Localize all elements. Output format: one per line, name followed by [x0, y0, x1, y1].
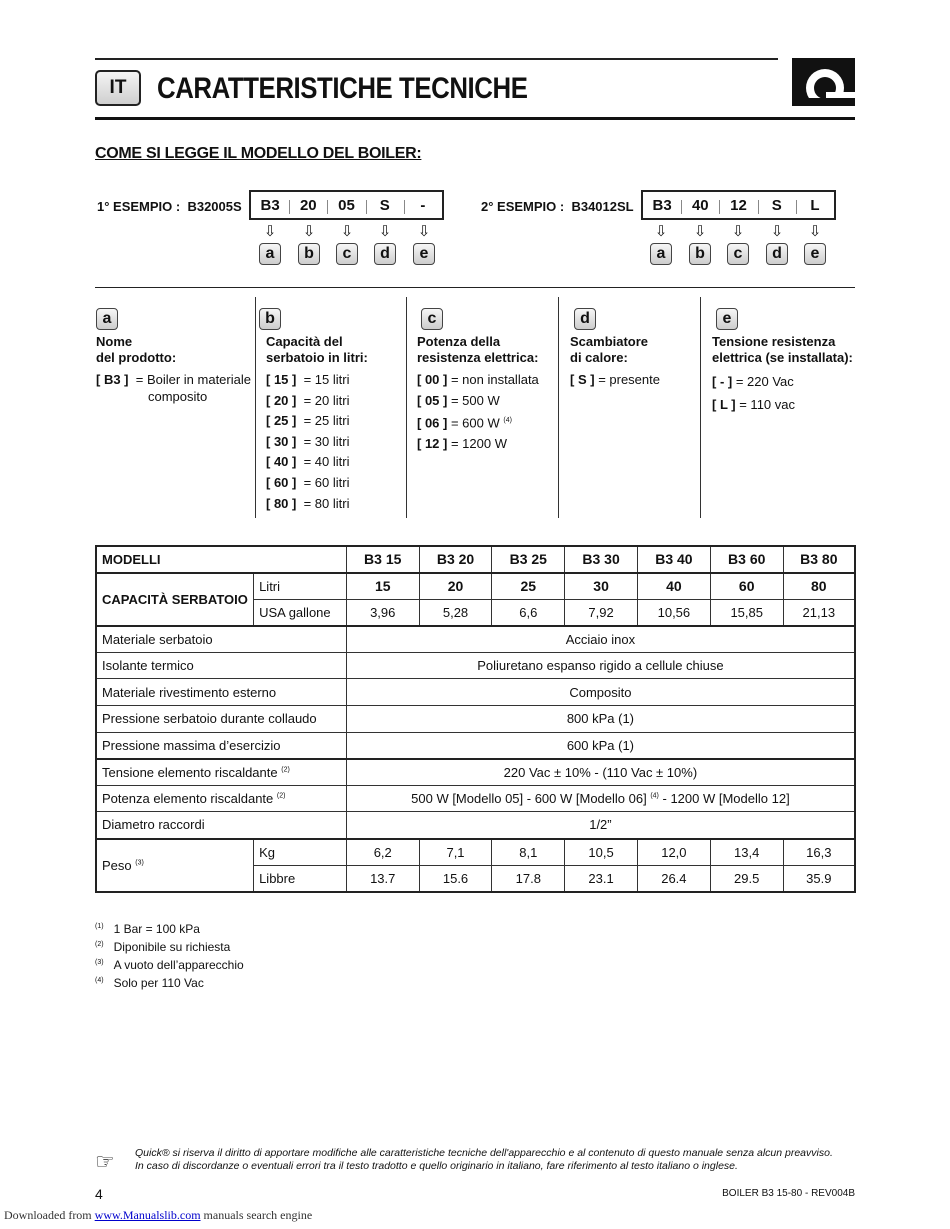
- language-badge: IT: [95, 70, 141, 106]
- kg-label: Kg: [254, 839, 347, 866]
- code-letter-badge: b: [298, 243, 320, 265]
- example-1-code-box: [249, 190, 444, 220]
- section-divider: [95, 287, 855, 288]
- legend-heading: Tensione resistenza elettrica (se installata):: [712, 334, 853, 365]
- down-arrow-icon: ⇩: [808, 223, 822, 240]
- table-row: [96, 573, 855, 600]
- code-letter-badge: d: [766, 243, 788, 265]
- table-cell: 35.9: [783, 865, 855, 892]
- disclaimer-note: Quick® si riserva il diritto di apportare modifiche alle caratteristiche tecniche dell'apparecchio e al contenuto di questo manuale senza alcun preavviso. In caso di discordanze o eventuali errori tra il testo tradotto e quello originario in italiano, fare riferimento al testo italiano o inglese.: [135, 1147, 833, 1172]
- row-value: 220 Vac ± 10% - (110 Vac ± 10%): [346, 759, 855, 786]
- column-divider: [700, 297, 701, 518]
- table-cell: 15.6: [419, 865, 492, 892]
- code-segment: 20: [289, 197, 327, 214]
- table-row: [96, 652, 855, 679]
- table-cell: 7,92: [565, 599, 638, 626]
- example-2-label: 2° ESEMPIO : B34012SL: [481, 199, 634, 214]
- table-row: [96, 839, 855, 866]
- code-letter-badge: e: [413, 243, 435, 265]
- pointing-hand-icon: ☞: [95, 1149, 115, 1174]
- table-cell: 10,5: [565, 839, 638, 866]
- model-header: B3 30: [565, 546, 638, 573]
- model-header: B3 15: [346, 546, 419, 573]
- weight-label: Peso $^{(3)}$: [96, 839, 254, 892]
- column-divider: [558, 297, 559, 518]
- table-cell: 60: [710, 573, 783, 600]
- specifications-table: [95, 545, 856, 893]
- row-value: 1/2”: [346, 812, 855, 839]
- row-value: 800 kPa (1): [346, 706, 855, 733]
- legend-heading: Potenza della resistenza elettrica:: [417, 334, 539, 365]
- header-top-rule: [95, 58, 778, 60]
- code-segment: B3: [652, 196, 672, 214]
- table-row: [96, 759, 855, 786]
- table-cell: 13,4: [710, 839, 783, 866]
- table-cell: 16,3: [783, 839, 855, 866]
- code-letter-badge: c: [336, 243, 358, 265]
- model-header: B3 80: [783, 546, 855, 573]
- table-cell: 30: [565, 573, 638, 600]
- row-label: Tensione elemento riscaldante $^{(2)}$: [96, 759, 346, 786]
- code-segment: L: [796, 197, 834, 214]
- down-arrow-icon: ⇩: [340, 223, 354, 240]
- legend-heading: Capacità del serbatoio in litri:: [266, 334, 368, 365]
- legend-letter-badge: d: [574, 308, 596, 330]
- row-label: Isolante termico: [96, 652, 346, 679]
- table-cell: 12,0: [637, 839, 710, 866]
- code-segment: 12: [719, 197, 757, 214]
- table-cell: 10,56: [637, 599, 710, 626]
- table-cell: 25: [492, 573, 565, 600]
- example-2-code-box: [641, 190, 836, 220]
- footnote: $^{(2)}$ Diponibile su richiesta: [95, 940, 231, 954]
- code-segment: -: [404, 197, 442, 214]
- table-cell: 13.7: [346, 865, 419, 892]
- table-cell: 5,28: [419, 599, 492, 626]
- manualslib-link[interactable]: www.Manualslib.com: [94, 1208, 201, 1222]
- down-arrow-icon: ⇩: [693, 223, 707, 240]
- model-header: B3 40: [637, 546, 710, 573]
- footnote: $^{(4)}$ Solo per 110 Vac: [95, 976, 204, 990]
- code-letter-badge: e: [804, 243, 826, 265]
- example-1-label: 1° ESEMPIO : B32005S: [97, 199, 242, 214]
- row-value: Composito: [346, 679, 855, 706]
- legend-e-body: [ - ] = 220 Vac [ L ] = 110 vac: [712, 374, 795, 412]
- model-header: B3 25: [492, 546, 565, 573]
- down-arrow-icon: ⇩: [770, 223, 784, 240]
- code-segment: 40: [681, 197, 719, 214]
- legend-letter-badge: a: [96, 308, 118, 330]
- code-letter-badge: b: [689, 243, 711, 265]
- code-segment: S: [758, 197, 796, 214]
- footnote: $^{(1)}$ 1 Bar = 100 kPa: [95, 922, 200, 936]
- legend-heading: Scambiatore di calore:: [570, 334, 649, 365]
- model-header: B3 20: [419, 546, 492, 573]
- down-arrow-icon: ⇩: [417, 223, 431, 240]
- table-cell: 6,6: [492, 599, 565, 626]
- row-label: Pressione massima d’esercizio: [96, 732, 346, 759]
- row-value: 500 W [Modello 05] - 600 W [Modello 06] $^{(4)}$ - 1200 W [Modello 12]: [346, 785, 855, 812]
- legend-letter-badge: b: [259, 308, 281, 330]
- table-cell: 7,1: [419, 839, 492, 866]
- table-cell: 15: [346, 573, 419, 600]
- code-segment: 05: [327, 197, 365, 214]
- code-letter-badge: c: [727, 243, 749, 265]
- down-arrow-icon: ⇩: [731, 223, 745, 240]
- table-row: [96, 732, 855, 759]
- table-cell: 21,13: [783, 599, 855, 626]
- legend-b-body: [ 15 ] = 15 litri [ 20 ] = 20 litri [ 25 ] = 25 litri [ 30 ] = 30 litri [ 40 ] = 40 litri [ 60 ] = 60 litri [ 80 ] = 80 litri: [266, 372, 350, 511]
- row-value: Acciaio inox: [346, 626, 855, 653]
- column-divider: [406, 297, 407, 518]
- table-row: [96, 812, 855, 839]
- code-letter-badge: d: [374, 243, 396, 265]
- table-row: [96, 679, 855, 706]
- column-divider: [255, 297, 256, 518]
- legend-heading: Nome del prodotto:: [96, 334, 177, 365]
- legend-c-body: [ 00 ] = non installata [ 05 ] = 500 W [ 06 ] = 600 W $^{(4)}$ [ 12 ] = 1200 W: [417, 372, 539, 452]
- down-arrow-icon: ⇩: [302, 223, 316, 240]
- download-footer: Downloaded from www.Manualslib.com manuals search engine: [4, 1208, 313, 1222]
- section-subtitle: COME SI LEGGE IL MODELLO DEL BOILER:: [95, 145, 422, 162]
- code-segment: B3: [260, 196, 280, 214]
- table-cell: 17.8: [492, 865, 565, 892]
- down-arrow-icon: ⇩: [654, 223, 668, 240]
- table-cell: 20: [419, 573, 492, 600]
- code-letter-badge: a: [650, 243, 672, 265]
- page-number: 4: [95, 1186, 103, 1202]
- table-cell: 80: [783, 573, 855, 600]
- table-cell: 15,85: [710, 599, 783, 626]
- table-cell: 23.1: [565, 865, 638, 892]
- row-value: 600 kPa (1): [346, 732, 855, 759]
- legend-letter-badge: c: [421, 308, 443, 330]
- document-reference: BOILER B3 15-80 - REV004B: [722, 1188, 855, 1199]
- table-cell: 40: [637, 573, 710, 600]
- legend-d-body: [ S ] = presente: [570, 372, 660, 387]
- code-segment: S: [366, 197, 404, 214]
- row-value: Poliuretano espanso rigido a cellule chiuse: [346, 652, 855, 679]
- table-row: [96, 546, 855, 573]
- lb-label: Libbre: [254, 865, 347, 892]
- capacity-label: CAPACITÀ SERBATOIO: [96, 573, 254, 626]
- page-title: CARATTERISTICHE TECNICHE: [157, 72, 528, 105]
- quick-logo-icon: [792, 58, 855, 106]
- row-label: Materiale serbatoio: [96, 626, 346, 653]
- models-label: MODELLI: [96, 546, 346, 573]
- row-label: Potenza elemento riscaldante $^{(2)}$: [96, 785, 346, 812]
- litri-label: Litri: [254, 573, 347, 600]
- table-cell: 29.5: [710, 865, 783, 892]
- row-label: Diametro raccordi: [96, 812, 346, 839]
- table-row: [96, 706, 855, 733]
- legend-a-body: [ B3 ] = Boiler in materiale composito: [96, 372, 251, 404]
- code-letter-badge: a: [259, 243, 281, 265]
- down-arrow-icon: ⇩: [263, 223, 277, 240]
- row-label: Materiale rivestimento esterno: [96, 679, 346, 706]
- table-cell: 8,1: [492, 839, 565, 866]
- model-header: B3 60: [710, 546, 783, 573]
- footnote: $^{(3)}$ A vuoto dell’apparecchio: [95, 958, 244, 972]
- table-cell: 26.4: [637, 865, 710, 892]
- row-label: Pressione serbatoio durante collaudo: [96, 706, 346, 733]
- gallon-label: USA gallone: [254, 599, 347, 626]
- header-bottom-rule: [95, 117, 855, 120]
- table-cell: 3,96: [346, 599, 419, 626]
- table-row: [96, 626, 855, 653]
- table-row: [96, 785, 855, 812]
- table-cell: 6,2: [346, 839, 419, 866]
- legend-letter-badge: e: [716, 308, 738, 330]
- down-arrow-icon: ⇩: [378, 223, 392, 240]
